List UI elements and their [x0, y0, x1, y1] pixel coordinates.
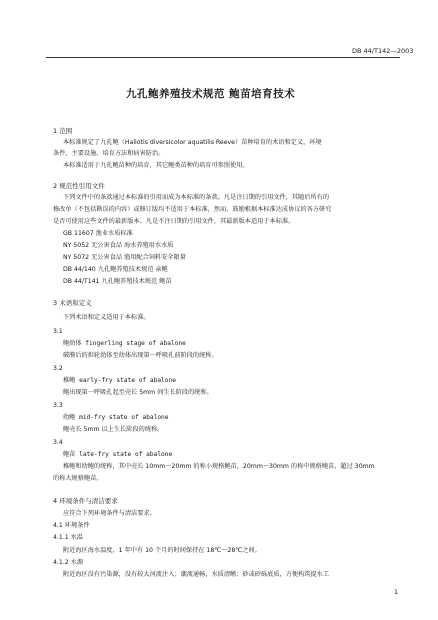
term-definition: 鲍壳长 5mm 以上生长阶段的统称。	[63, 426, 164, 433]
section-4-heading: 4 环境条件与清洁要求	[53, 497, 118, 505]
subsection-4-1-1-heading: 4.1.1 水温	[53, 534, 84, 541]
section-2-para-2: 修改单（不包括勘误的内容）或修订版均不适用于本标准，然而，鼓励根据本标准达成协议的各方研究	[53, 206, 332, 213]
section-1-para-1b: 条件、主要设施、培育方法和病害防治。	[53, 150, 165, 157]
standard-number: DB 44/T142—2003	[352, 47, 414, 55]
subsection-4-1-2-text: 附近海区没有污染源，没有较大河流注入；潮流通畅，水质清晰；砂或砂砾底质，方便构筑提水工	[63, 571, 330, 578]
section-1-heading: 1 范围	[53, 127, 73, 135]
reference-item: DB 44/T141 九孔鲍养殖技术规范 鲍苗	[63, 278, 172, 285]
term-definition: 破膜后的担轮幼体至幼体出现第一呼吸孔前阶段的统称。	[63, 352, 218, 359]
document-title: 九孔鲍养殖技术规范 鲍苗培育技术	[126, 88, 296, 100]
term-name: 鲍苗 late-fry state of abalone	[63, 451, 173, 458]
reference-item: NY 5072 无公害食品 渔用配合饲料安全限量	[63, 254, 186, 261]
section-2-para-1: 下列文件中的条款通过本标准的引用而成为本标准的条款。凡是注日期的引用文件，其随后所有的	[63, 194, 330, 201]
section-3-heading: 3 术语和定义	[53, 299, 92, 307]
term-name: 稚鲍 early-fry state of abalone	[63, 377, 176, 384]
term-name: 鲍幼体 fingerling stage of abalone	[63, 340, 186, 347]
reference-item: DB 44/140 九孔鲍养殖技术规范 亲鲍	[63, 266, 168, 273]
term-number: 3.4	[53, 439, 63, 446]
section-2-para-3: 是否可使用这些文件的最新版本。凡是不注日期的引用文件，其最新版本适用于本标准。	[53, 218, 295, 225]
term-number: 3.1	[53, 328, 63, 335]
term-name: 幼鲍 mid-fry state of abalone	[63, 414, 169, 421]
section-2-heading: 2 规范性引用文件	[53, 182, 105, 190]
page-number: 1	[394, 588, 399, 596]
term-definition-cont: 的称大规格鲍苗。	[53, 475, 103, 482]
section-3-intro: 下列术语和定义适用于本标准。	[63, 314, 150, 321]
term-number: 3.3	[53, 402, 63, 409]
section-1-para-1: 本标准规定了九孔鲍（Haliotis diversicolor aquatilis Reeve）苗种培育的术语和定义、环境	[63, 139, 322, 146]
reference-item: GB 11607 渔业水质标准	[63, 230, 133, 237]
reference-item: NY 5052 无公害食品 海水养殖用水水质	[63, 242, 174, 249]
term-number: 3.2	[53, 365, 63, 372]
subsection-4-1-2-heading: 4.1.2 水源	[53, 559, 84, 566]
subsection-4-1-1-text: 附近海区海水温度，1 年中有 10 个月的时间保持在 18℃～28℃之间。	[63, 547, 261, 554]
section-1-para-2: 本标准适用于九孔鲍苗种的培育，其它鲍类苗种的培育可参照使用。	[63, 162, 249, 169]
section-4-intro: 应符合下列环境条件与清洁要求。	[63, 510, 156, 517]
term-definition: 鲍出现第一呼吸孔起至壳长 5mm 间生长阶段的统称。	[63, 389, 213, 396]
term-definition: 稚鲍和幼鲍的统称，其中壳长 10mm～20mm 的称小规格鲍苗，20mm～30mm 的称中规格鲍苗，超过 30mm	[63, 463, 375, 470]
subsection-4-1-heading: 4.1 环境条件	[53, 522, 90, 529]
header-rule	[46, 57, 400, 58]
